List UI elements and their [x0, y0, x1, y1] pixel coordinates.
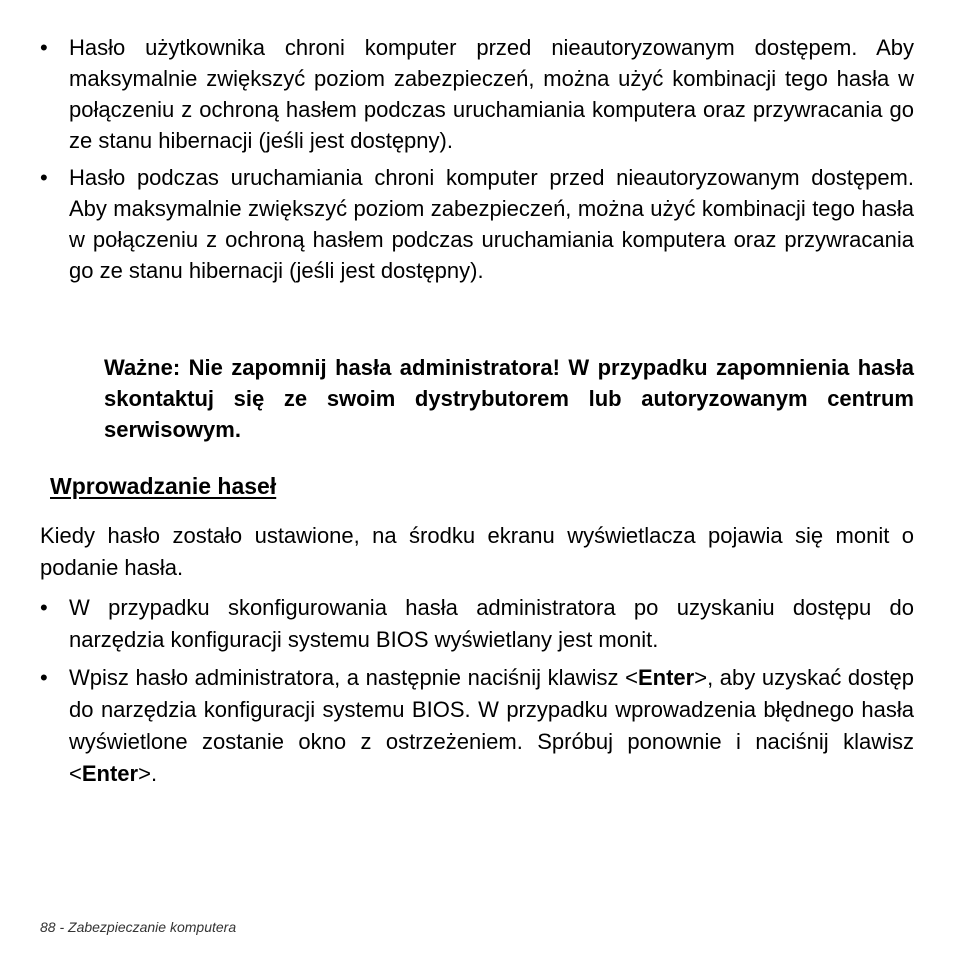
- enter-key-label: Enter: [637, 665, 695, 690]
- bullet-text: Hasło podczas uruchamiania chroni komputer przed nieautoryzowanym dostępem. Aby maksymalnie zwiększyć poziom zabezpieczeń, można użyć kombinacji tego hasła w połączeniu z ochroną hasłem podczas uruchamiania komputera oraz przywracania go ze stanu hibernacji (jeśli jest dostępny).: [69, 165, 914, 283]
- bullet-text: W przypadku skonfigurowania hasła administratora po uzyskaniu dostępu do narzędzia konfiguracji systemu BIOS wyświetlany jest monit.: [69, 595, 914, 652]
- bullet-text: [69, 665, 914, 786]
- text-segment: >, aby uzyskać dostęp do narzędzia konfiguracji systemu BIOS. W przypadku wprowadzenia błędnego hasła wyświetlone zostanie okno z ostrzeżeniem. Spróbuj ponownie i naciśnij klawisz <: [69, 665, 914, 786]
- bullet-icon: •: [40, 165, 48, 190]
- top-bullet-list: [40, 32, 914, 292]
- bullet-icon: •: [40, 595, 48, 620]
- bullet-icon: •: [40, 665, 48, 690]
- enter-key-label: Enter: [81, 761, 139, 786]
- list-item: [40, 162, 914, 286]
- bottom-bullet-list: [40, 592, 914, 796]
- list-item: [40, 662, 914, 790]
- section-heading: Wprowadzanie haseł: [50, 473, 277, 499]
- page-footer: 88 - Zabezpieczanie komputera: [40, 919, 237, 935]
- bullet-icon: •: [40, 35, 48, 60]
- bullet-text: Hasło użytkownika chroni komputer przed nieautoryzowanym dostępem. Aby maksymalnie zwiększyć poziom zabezpieczeń, można użyć kombinacji tego hasła w połączeniu z ochroną hasłem podczas uruchamiania komputera oraz przywracania go ze stanu hibernacji (jeśli jest dostępny).: [69, 35, 914, 153]
- intro-paragraph: Kiedy hasło zostało ustawione, na środku ekranu wyświetlacza pojawia się monit o podanie hasła.: [40, 523, 914, 580]
- list-item: [40, 592, 914, 656]
- list-item: [40, 32, 914, 156]
- important-note: Ważne: Nie zapomnij hasła administratora! W przypadku zapomnienia hasła skontaktuj się ze swoim dystrybutorem lub autoryzowanym centrum serwisowym.: [104, 355, 914, 442]
- text-segment: >.: [138, 761, 158, 786]
- text-segment: Wpisz hasło administratora, a następnie naciśnij klawisz <: [69, 665, 638, 690]
